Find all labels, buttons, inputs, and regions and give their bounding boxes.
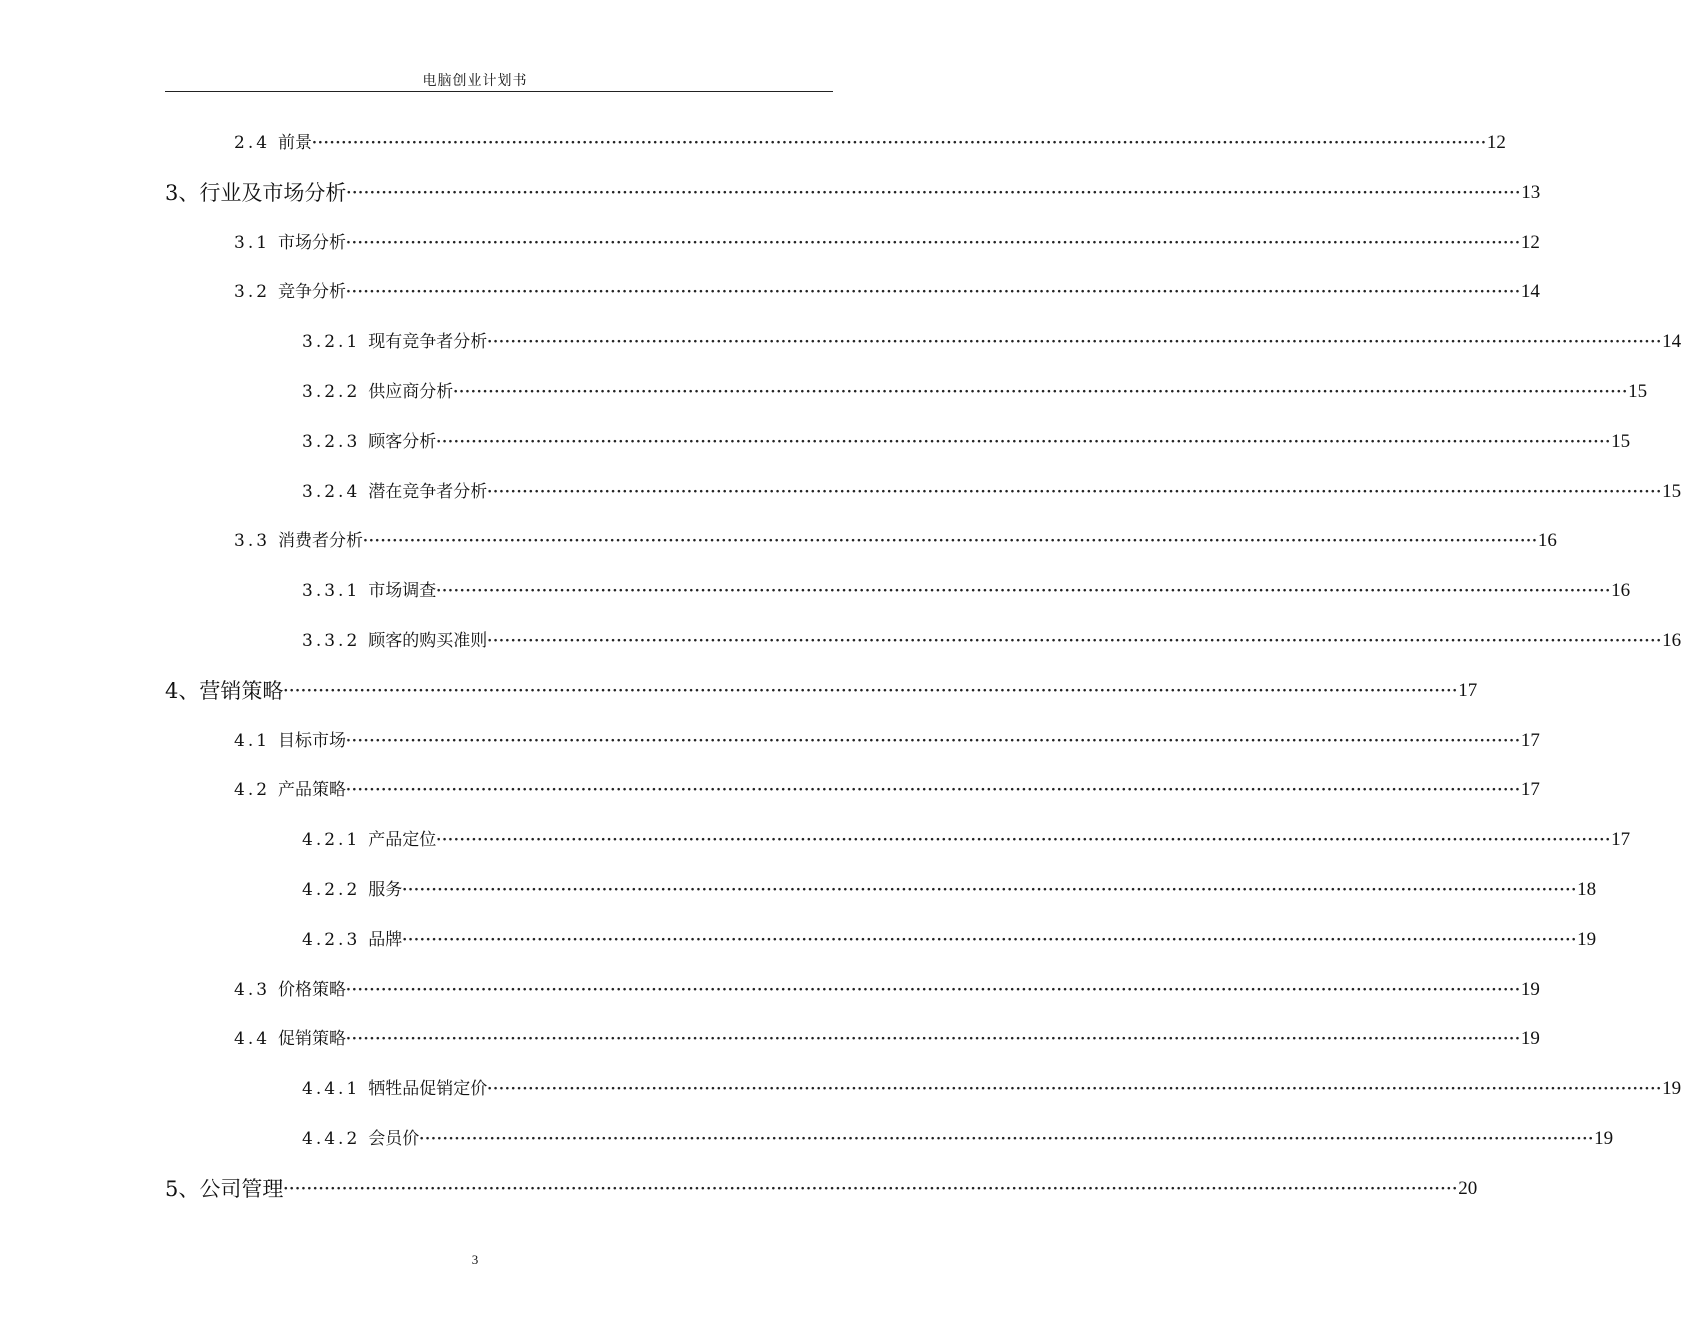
- toc-entry-title: 营销策略: [199, 679, 284, 703]
- toc-entry-number: 2.4: [234, 133, 271, 153]
- toc-entry-title: 品牌: [368, 930, 403, 950]
- toc-entry-number: 3、: [165, 181, 200, 205]
- toc-entry[interactable]: [165, 676, 1478, 706]
- toc-dot-leader: ········································································································································································································: [436, 434, 1612, 450]
- toc-dot-leader: ········································································································································································································: [346, 982, 1521, 998]
- toc-entry-page: 16: [1611, 580, 1631, 601]
- toc-dot-leader: ········································································································································································································: [363, 533, 1538, 549]
- toc-entry-title: 服务: [368, 880, 403, 900]
- toc-entry-number: 3.3.2: [302, 631, 361, 651]
- toc-entry-number: 4.4: [234, 1029, 271, 1049]
- toc-entry-page: 17: [1520, 779, 1540, 800]
- page-number: 3: [471, 1252, 479, 1267]
- toc-dot-leader: ········································································································································································································: [283, 1181, 1459, 1197]
- toc-entry-title: 促销策略: [278, 1029, 347, 1049]
- toc-entry-page: 19: [1662, 1078, 1681, 1099]
- toc-entry[interactable]: [302, 327, 1681, 357]
- toc-dot-leader: ········································································································································································································: [346, 1031, 1521, 1047]
- toc-entry-page: 15: [1628, 381, 1648, 402]
- toc-entry-title: 消费者分析: [278, 531, 364, 551]
- toc-entry-page: 19: [1520, 1028, 1540, 1049]
- toc-dot-leader: ········································································································································································································: [283, 683, 1459, 699]
- toc-entry[interactable]: [234, 128, 1506, 158]
- toc-entry[interactable]: [165, 178, 1541, 208]
- toc-entry-number: 3.3.1: [302, 581, 361, 601]
- toc-entry-page: 20: [1458, 1178, 1478, 1199]
- toc-entry-page: 19: [1577, 929, 1597, 950]
- toc-entry-title: 顾客分析: [368, 432, 437, 452]
- toc-entry-number: 3.1: [234, 233, 271, 253]
- toc-entry-title: 行业及市场分析: [199, 181, 347, 205]
- toc-entry-title: 前景: [278, 133, 313, 153]
- toc-entry-page: 14: [1520, 281, 1540, 302]
- toc-entry-page: 12: [1520, 232, 1540, 253]
- toc-dot-leader: ········································································································································································································: [453, 384, 1629, 400]
- toc-entry-title: 价格策略: [278, 980, 347, 1000]
- toc-dot-leader: ········································································································································································································: [346, 284, 1521, 300]
- toc-entry[interactable]: [234, 726, 1540, 756]
- toc-entry-title: 现有竞争者分析: [368, 332, 488, 352]
- toc-dot-leader: ········································································································································································································: [402, 932, 1578, 948]
- toc-entry-page: 14: [1662, 331, 1681, 352]
- toc-entry-number: 4.4.2: [302, 1129, 361, 1149]
- toc-entry[interactable]: [234, 277, 1540, 307]
- toc-entry-number: 4.2: [234, 780, 271, 800]
- toc-dot-leader: ········································································································································································································: [419, 1131, 1595, 1147]
- toc-dot-leader: ········································································································································································································: [312, 135, 1487, 151]
- toc-entry-number: 4、: [165, 679, 200, 703]
- toc-entry-page: 16: [1662, 630, 1681, 651]
- toc-entry[interactable]: [302, 925, 1597, 955]
- toc-entry-title: 产品策略: [278, 780, 347, 800]
- toc-entry-number: 3.2.1: [302, 332, 361, 352]
- toc-dot-leader: ········································································································································································································: [402, 882, 1578, 898]
- toc-entry[interactable]: [302, 576, 1631, 606]
- toc-entry-title: 目标市场: [278, 731, 347, 751]
- toc-entry-title: 供应商分析: [368, 382, 454, 402]
- toc-entry-page: 13: [1521, 182, 1541, 203]
- toc-entry-page: 18: [1577, 879, 1597, 900]
- toc-entry-page: 17: [1611, 829, 1631, 850]
- toc-dot-leader: ········································································································································································································: [346, 185, 1522, 201]
- toc-entry-title: 市场分析: [278, 233, 347, 253]
- toc-entry-page: 17: [1458, 680, 1478, 701]
- toc-dot-leader: ········································································································································································································: [436, 832, 1612, 848]
- toc-entry-number: 3.2.2: [302, 382, 361, 402]
- toc-entry-title: 公司管理: [199, 1177, 284, 1201]
- toc-entry[interactable]: [302, 1074, 1681, 1104]
- toc-entry-page: 15: [1611, 431, 1631, 452]
- toc-entry[interactable]: [234, 228, 1540, 258]
- toc-entry-page: 19: [1520, 979, 1540, 1000]
- toc-entry-number: 3.3: [234, 531, 271, 551]
- toc-entry-title: 会员价: [368, 1129, 420, 1149]
- toc-entry[interactable]: [165, 1174, 1478, 1204]
- toc-dot-leader: ········································································································································································································: [487, 633, 1663, 649]
- toc-entry-number: 4.3: [234, 980, 271, 1000]
- toc-entry-page: 19: [1594, 1128, 1614, 1149]
- toc-entry-title: 竞争分析: [278, 282, 347, 302]
- toc-entry-number: 3.2.4: [302, 482, 361, 502]
- toc-dot-leader: ········································································································································································································: [346, 733, 1521, 749]
- toc-entry[interactable]: [302, 875, 1597, 905]
- toc-entry[interactable]: [302, 377, 1648, 407]
- toc-entry-page: 17: [1520, 730, 1540, 751]
- toc-entry-number: 3.2: [234, 282, 271, 302]
- header-title: 电脑创业计划书: [422, 73, 528, 89]
- toc-entry[interactable]: [234, 975, 1540, 1005]
- toc-entry[interactable]: [234, 1024, 1540, 1054]
- toc-entry-number: 4.2.3: [302, 930, 361, 950]
- toc-dot-leader: ········································································································································································································: [487, 334, 1663, 350]
- toc-dot-leader: ········································································································································································································: [346, 235, 1521, 251]
- toc-entry-page: 12: [1486, 132, 1506, 153]
- toc-entry[interactable]: [302, 427, 1631, 457]
- toc-entry[interactable]: [302, 626, 1681, 656]
- toc-entry-number: 4.1: [234, 731, 271, 751]
- toc-entry-page: 16: [1537, 530, 1557, 551]
- toc-entry[interactable]: [302, 825, 1631, 855]
- toc-entry-number: 4.2.2: [302, 880, 361, 900]
- toc-entry-page: 15: [1662, 481, 1681, 502]
- toc-entry[interactable]: [302, 1124, 1614, 1154]
- toc-dot-leader: ········································································································································································································: [346, 782, 1521, 798]
- toc-entry[interactable]: [234, 775, 1540, 805]
- toc-entry-title: 潜在竞争者分析: [368, 482, 488, 502]
- toc-entry-number: 4.4.1: [302, 1079, 361, 1099]
- toc-entry-number: 3.2.3: [302, 432, 361, 452]
- toc-dot-leader: ········································································································································································································: [487, 484, 1663, 500]
- toc-entry-number: 4.2.1: [302, 830, 361, 850]
- toc-entry-number: 5、: [165, 1177, 200, 1201]
- toc-entry-title: 产品定位: [368, 830, 437, 850]
- toc-entry[interactable]: [302, 477, 1681, 507]
- toc-entry-title: 顾客的购买准则: [368, 631, 488, 651]
- toc-entry[interactable]: [234, 526, 1557, 556]
- toc-dot-leader: ········································································································································································································: [436, 583, 1612, 599]
- toc-entry-title: 市场调查: [368, 581, 437, 601]
- toc-entry-title: 牺牲品促销定价: [368, 1079, 488, 1099]
- toc-dot-leader: ········································································································································································································: [487, 1081, 1663, 1097]
